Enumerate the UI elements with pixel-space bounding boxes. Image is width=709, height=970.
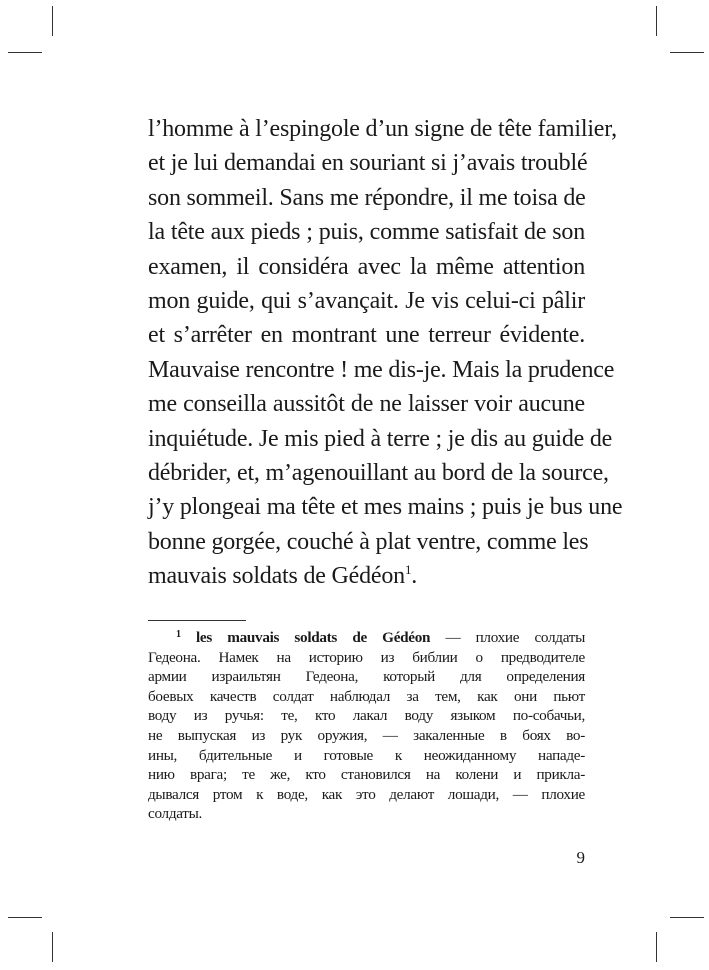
body-line: inquiétude. Je mis pied à terre ; je dis au guide de [148, 425, 613, 452]
body-line: me conseilla aussitôt de ne laisser voir aucune [148, 391, 585, 418]
body-line: et je lui demandai en souriant si j’avais troublé [148, 150, 588, 177]
footnote-line-last: солдаты. [148, 805, 203, 823]
footnote-number: 1 [176, 629, 181, 640]
body-line: débrider, et, m’agenouillant au bord de la source, [148, 459, 609, 486]
body-text [148, 112, 623, 593]
footnote-line: воду из ручья: те, кто лакал воду языком по-собачьи, [148, 707, 585, 725]
body-line: j’y plongeai ma tête et mes mains ; puis je bus une [148, 494, 623, 521]
body-last-punct: . [411, 563, 418, 590]
crop-mark-top-right [656, 6, 657, 36]
footnote-term: les mauvais soldats de Gédéon [195, 629, 431, 646]
footnote-first-rest: — плохие солдаты [430, 629, 585, 646]
footnote-line: боевых качеств солдат наблюдал за тем, как они пьют [148, 687, 585, 705]
crop-mark-bottom-right [656, 932, 657, 962]
footnote-line: нию врага; те же, кто становился на колени и прикла- [148, 766, 585, 784]
page-number: 9 [576, 848, 585, 867]
footnote-reference[interactable]: 1 [404, 562, 412, 578]
body-line: bonne gorgée, couché à plat ventre, comme les [148, 528, 589, 555]
footnote-line: ины, бдительные и готовые к неожиданному нападе- [148, 746, 585, 764]
crop-mark-bottom-left-h [8, 917, 42, 918]
footnote [148, 628, 585, 824]
body-line: l’homme à l’espingole d’un signe de tête familier, [148, 116, 617, 142]
body-line: et s’arrêter en montrant une terreur évidente. [148, 322, 585, 349]
body-last-text: mauvais soldats de Gédéon [148, 563, 405, 590]
crop-mark-bottom-right-h [670, 917, 704, 918]
crop-mark-top-left-h [8, 52, 42, 53]
body-line: mon guide, qui s’avançait. Je vis celui-ci pâlir [148, 287, 585, 314]
footnote-line-first [148, 628, 585, 648]
body-line: la tête aux pieds ; puis, comme satisfait de son [148, 219, 585, 246]
body-line-last [148, 559, 585, 593]
body-line: son sommeil. Sans me répondre, il me toisa de [148, 184, 586, 211]
crop-mark-top-left [52, 6, 53, 36]
footnote-line: дывался ртом к воде, как это делают лошади, — плохие [148, 785, 585, 803]
body-line: examen, il considéra avec la même attention [148, 253, 585, 280]
footnote-line: не выпуская из рук оружия, — закаленные в боях во- [148, 726, 585, 744]
crop-mark-bottom-left [52, 932, 53, 962]
body-line: Mauvaise rencontre ! me dis-je. Mais la prudence [148, 356, 615, 383]
footnote-line: армии израильтян Гедеона, который для определения [148, 668, 585, 686]
footnote-line: Гедеона. Намек на историю из библии о предводителе [148, 648, 585, 666]
footnote-separator [148, 620, 246, 621]
crop-mark-top-right-h [670, 52, 704, 53]
